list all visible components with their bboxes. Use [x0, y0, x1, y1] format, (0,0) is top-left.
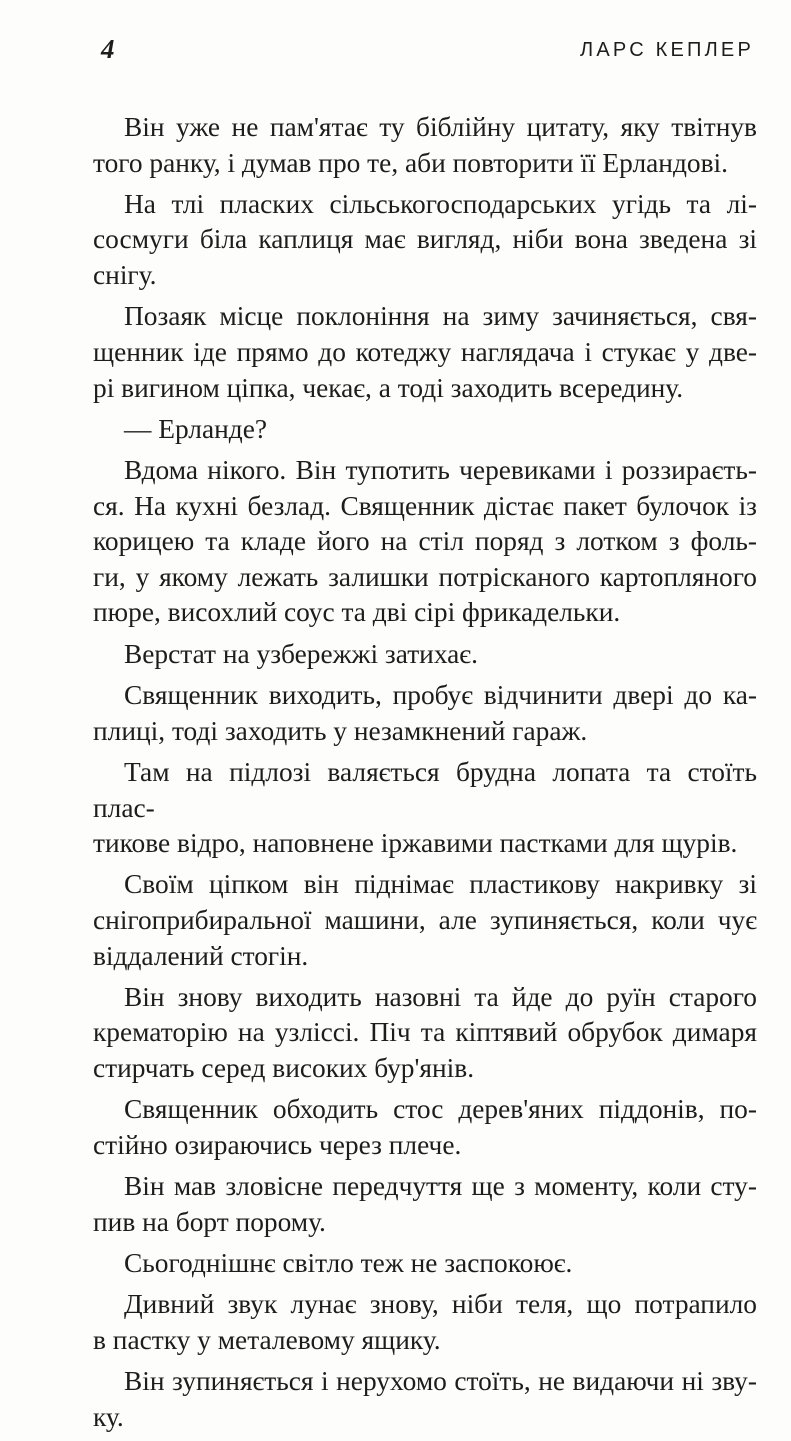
text-line: ги, у якому лежать залишки потрісканого картопляного — [93, 561, 757, 592]
body-text — [93, 110, 757, 1441]
paragraph — [93, 412, 757, 448]
paragraph — [93, 1169, 757, 1240]
text-line: снігу. — [93, 260, 157, 291]
text-line: ку. — [93, 1401, 124, 1432]
text-line: Дивний звук лунає знову, ніби теля, що потрапило — [124, 1289, 757, 1320]
text-line: Священник виходить, пробує відчинити двері до ка- — [124, 680, 757, 711]
text-line: ся. На кухні безлад. Священник дістає пакет булочок із — [93, 490, 757, 521]
text-line: корицею та кладе його на стіл поряд з лотком з фоль- — [93, 526, 757, 557]
text-line: стирчать серед високих бур'янів. — [93, 1053, 475, 1084]
text-line: крематорію на узліссі. Піч та кіптявий обрубок димаря — [93, 1017, 757, 1048]
paragraph — [93, 980, 757, 1087]
text-line: Верстат на узбережжі затихає. — [124, 638, 478, 669]
text-line: — Ерланде? — [124, 413, 268, 444]
text-line: тикове відро, наповнене іржавими пастками для щурів. — [93, 828, 738, 859]
running-head-author: ЛАРС КЕПЛЕР — [580, 39, 754, 61]
text-line: Сьогоднішнє світло теж не заспокоює. — [124, 1248, 573, 1279]
text-line: плиці, тоді заходить у незамкнений гараж. — [93, 715, 588, 746]
paragraph — [93, 1246, 757, 1282]
paragraph — [93, 678, 757, 749]
text-line: Він уже не пам'ятає ту біблійну цитату, яку твітнув — [124, 112, 757, 142]
text-line: Він знову виходить назовні та йде до руїн старого — [124, 981, 757, 1012]
text-line: Він зупиняється і нерухомо стоїть, не видаючи ні зву- — [124, 1366, 757, 1397]
text-line: Він мав зловісне передчуття ще з моменту, коли сту- — [124, 1171, 757, 1202]
paragraph — [93, 867, 757, 974]
text-line: Священник обходить стос дерев'яних піддонів, по- — [124, 1094, 757, 1125]
text-line: того ранку, і думав про те, аби повторити її Ерландові. — [93, 147, 728, 178]
text-line: в пастку у металевому ящику. — [93, 1324, 441, 1355]
text-line: Вдома нікого. Він тупотить черевиками і роззираєть- — [124, 455, 757, 486]
text-line: рі вигином ціпка, чекає, а тоді заходить всередину. — [93, 372, 684, 403]
paragraph — [93, 755, 757, 862]
text-line: Позаяк місце поклоніння на зиму зачиняється, свя- — [124, 301, 757, 332]
page-number: 4 — [101, 34, 115, 64]
paragraph — [93, 1287, 757, 1358]
text-line: Там на підлозі валяється брудна лопата та стоїть плас- — [93, 756, 757, 823]
paragraph — [93, 637, 757, 673]
paragraph — [93, 1092, 757, 1163]
text-line: пюре, висохлий соус та дві сірі фрикадельки. — [93, 597, 621, 628]
paragraph — [93, 187, 757, 294]
text-line: віддалений стогін. — [93, 940, 309, 971]
text-line: пив на борт порому. — [93, 1206, 326, 1237]
text-line: На тлі пласких сільськогосподарських угідь та лі- — [124, 188, 757, 219]
text-line: снігоприбиральної машини, але зупиняється, коли чує — [93, 904, 757, 935]
text-line: сосмуги біла каплиця має вигляд, ніби вона зведена зі — [93, 224, 757, 255]
text-line: Своїм ціпком він піднімає пластикову накривку зі — [124, 869, 757, 900]
text-line: стійно озираючись через плече. — [93, 1129, 462, 1160]
text-line: щенник іде прямо до котеджу наглядача і стукає у две- — [93, 336, 757, 367]
paragraph — [93, 1364, 757, 1435]
paragraph — [93, 110, 757, 181]
paragraph — [93, 453, 757, 631]
paragraph — [93, 299, 757, 406]
